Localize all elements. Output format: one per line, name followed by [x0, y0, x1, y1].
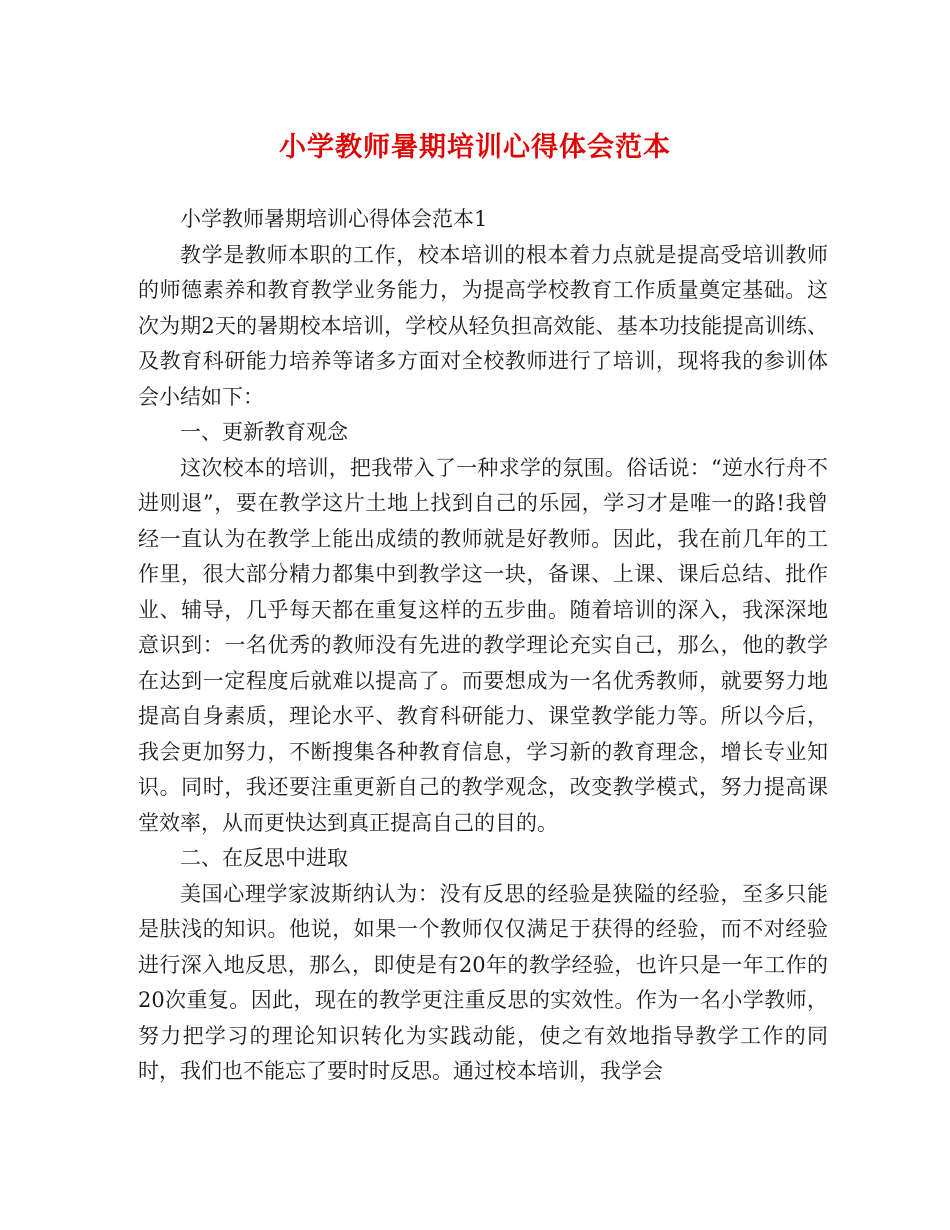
document-subtitle: 小学教师暑期培训心得体会范本1 [180, 207, 488, 231]
document-body [138, 202, 828, 1090]
paragraph-section-2: 美国心理学家波斯纳认为：没有反思的经验是狭隘的经验，至多只能是肤浅的知识。他说，如果一个教师仅仅满足于获得的经验，而不对经验进行深入地反思，那么，即使是有20年的教学经验，也许只是一年工作的20次重复。因此，现在的教学更注重反思的实效性。作为一名小学教师，努力把学习的理论知识转化为实践动能，使之有效地指导教学工作的同时，我们也不能忘了要时时反思。通过校本培训，我学会 [138, 881, 828, 1083]
document-title: 小学教师暑期培训心得体会范本 [279, 132, 671, 163]
section-heading-2: 二、在反思中进取 [180, 846, 348, 870]
section-heading-1: 一、更新教育观念 [180, 420, 348, 444]
paragraph-intro: 教学是教师本职的工作，校本培训的根本着力点就是提高受培训教师的师德素养和教育教学业务能力，为提高学校教育工作质量奠定基础。这次为期2天的暑期校本培训，学校从轻负担高效能、基本功技能提高训练、及教育科研能力培养等诸多方面对全校教师进行了培训，现将我的参训体会小结如下： [138, 242, 828, 409]
paragraph-section-1: 这次校本的培训，把我带入了一种求学的氛围。俗话说：“逆水行舟不进则退”，要在教学这片土地上找到自己的乐园，学习才是唯一的路!我曾经一直认为在教学上能出成绩的教师就是好教师。因此，我在前几年的工作里，很大部分精力都集中到教学这一块，备课、上课、课后总结、批作业、辅导，几乎每天都在重复这样的五步曲。随着培训的深入，我深深地意识到：一名优秀的教师没有先进的教学理论充实自己，那么，他的教学在达到一定程度后就难以提高了。而要想成为一名优秀教师，就要努力地提高自身素质，理论水平、教育科研能力、课堂教学能力等。所以今后，我会更加努力，不断搜集各种教育信息，学习新的教育理念，增长专业知识。同时，我还要注重更新自己的教学观念，改变教学模式，努力提高课堂效率，从而更快达到真正提高自己的目的。 [138, 455, 828, 835]
